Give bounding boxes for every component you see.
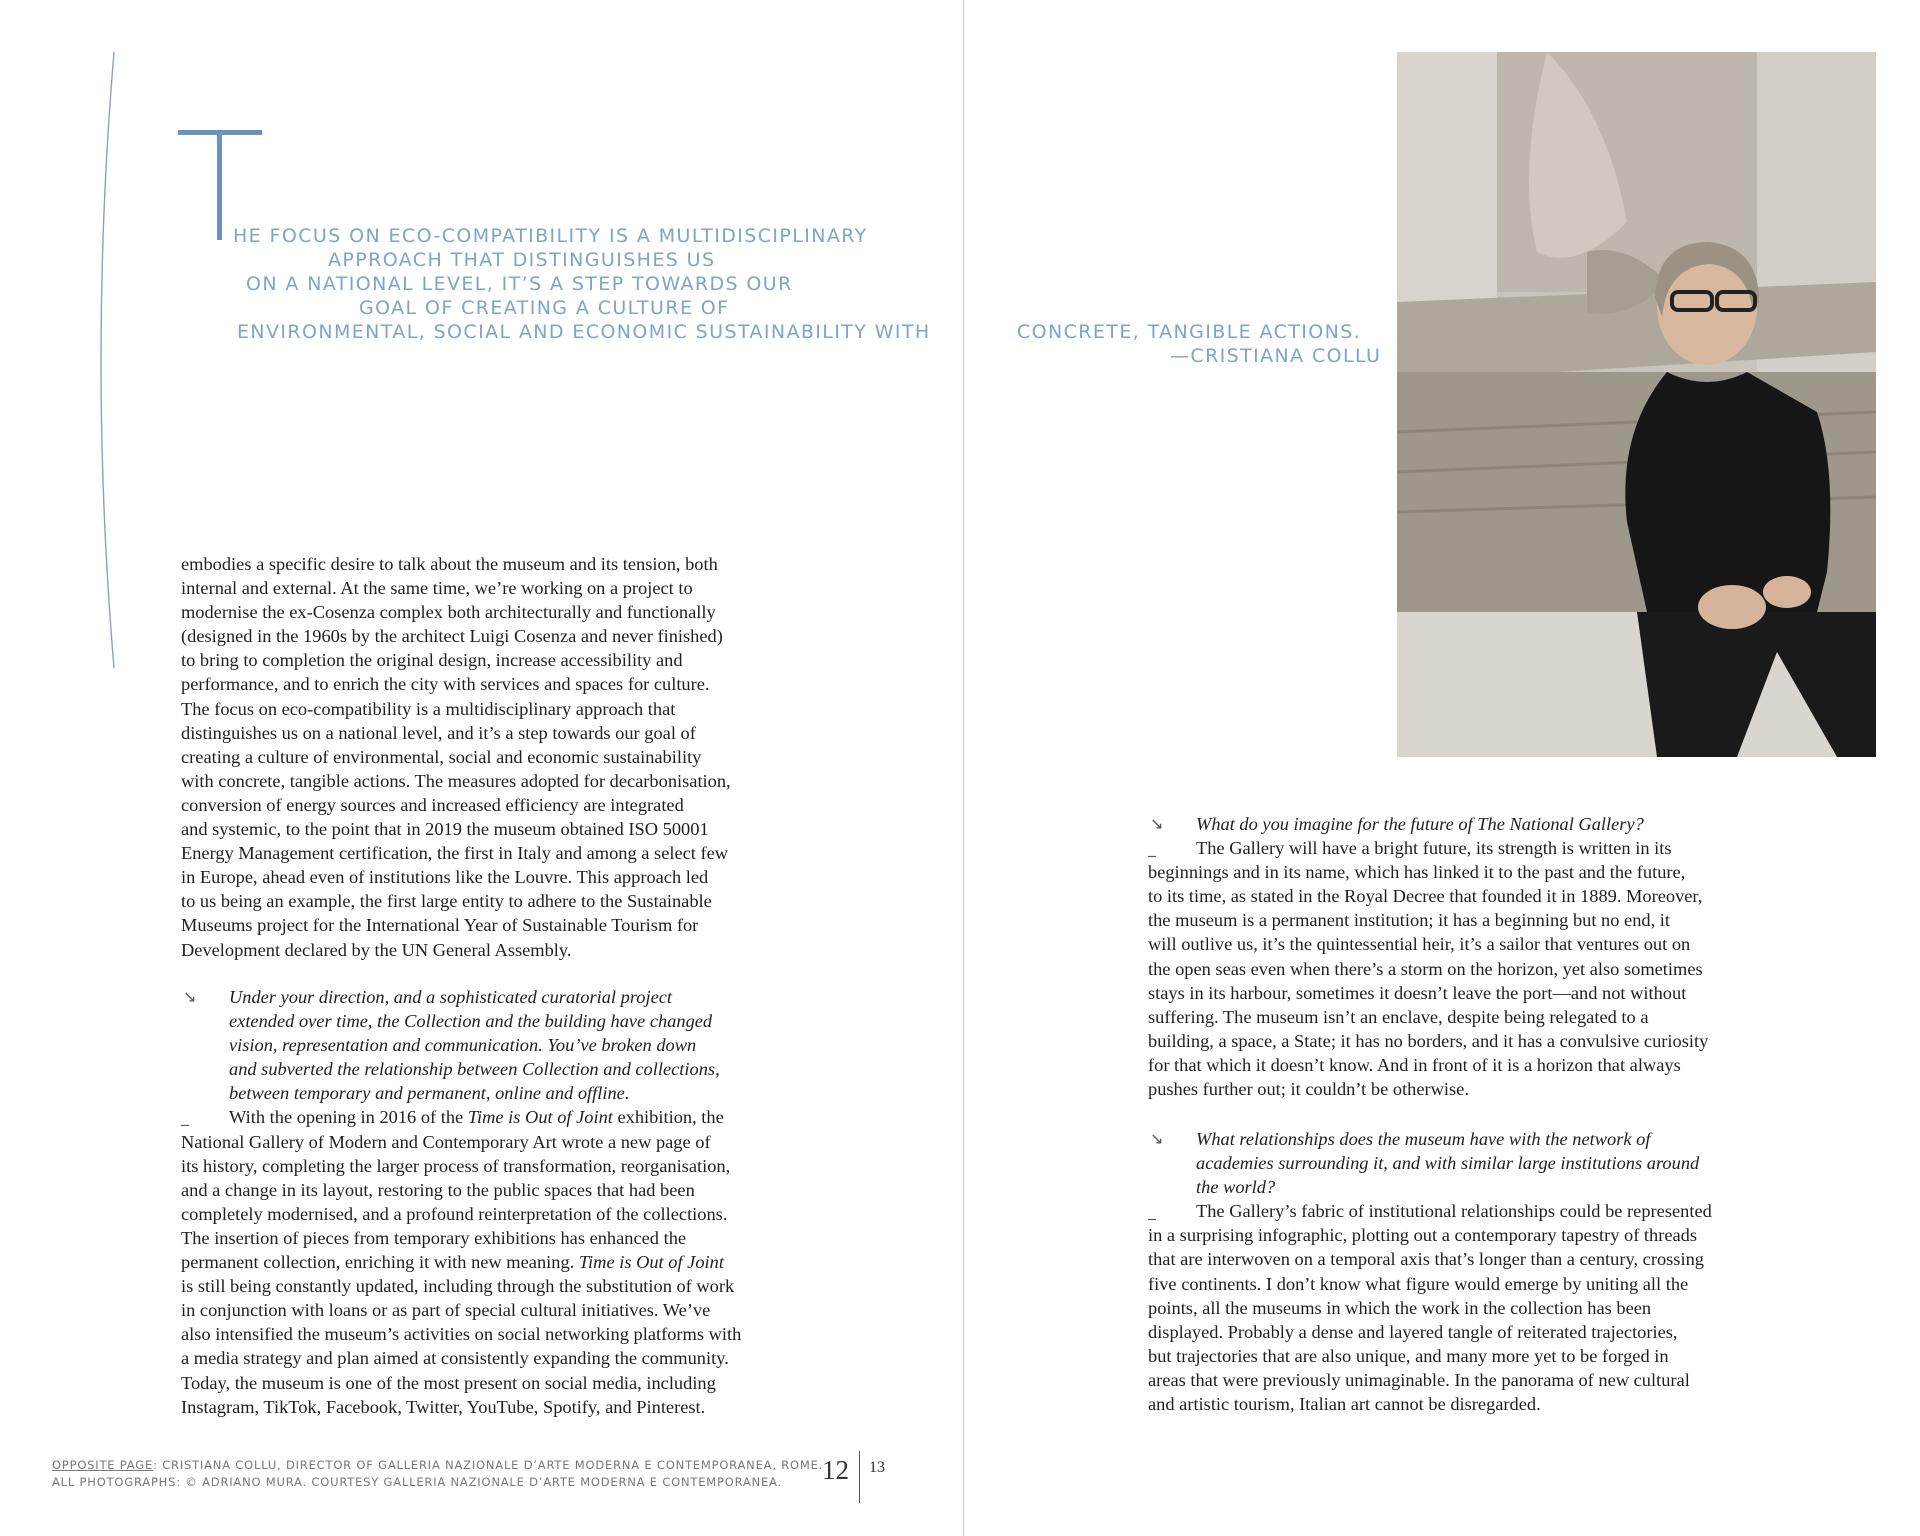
arrow-down-right-icon: ↘ xyxy=(1150,814,1164,833)
folio-divider xyxy=(859,1451,860,1503)
page-number-right: 13 xyxy=(869,1459,885,1476)
dash-icon: _ xyxy=(1148,1201,1156,1221)
left-column-body xyxy=(181,552,821,962)
right-question-answer-2 xyxy=(1148,1127,1768,1416)
interview-answer: _ With the opening in 2016 of the Time is Out of Joint exhibition, the National Gallery of Modern and Contemporary Art wrote a new page of its history, completing the larger process of transformation, reorganisation, and a change in its layout, restoring to the public spaces that had been completely modernised, and a profound reinterpretation of the collections. The insertion of pieces from temporary exhibitions has enhanced the permanent collection, enriching it with new meaning. Time is Out of Joint is still being constantly updated, including through the substitution of work in conjunction with loans or as part of special cultural initiatives. We’ve also intensified the museum’s activities on social networking platforms with a media strategy and plan aimed at consistently expanding the community. Today, the museum is one of the most present on social media, including Instagram, TikTok, Facebook, Twitter, YouTube, Spotify, and Pinterest. xyxy=(181,1107,742,1417)
pull-quote-continuation: CONCRETE, TANGIBLE ACTIONS. xyxy=(1017,321,1362,343)
body-line: and systemic, to the point that in 2019 the museum obtained ISO 50001 xyxy=(181,819,709,840)
pull-quote-line: APPROACH THAT DISTINGUISHES US xyxy=(328,249,716,271)
pull-quote-line: ON A NATIONAL LEVEL, IT’S A STEP TOWARDS OUR xyxy=(246,273,793,295)
body-line: The focus on eco-compatibility is a multidisciplinary approach that xyxy=(181,698,676,719)
body-line: creating a culture of environmental, social and economic sustainability xyxy=(181,746,702,767)
arrow-down-right-icon: ↘ xyxy=(183,987,197,1006)
body-line: modernise the ex-Cosenza complex both architecturally and functionally xyxy=(181,602,716,623)
interview-question: ↘ What do you imagine for the future of The National Gallery? xyxy=(1148,812,1768,836)
pull-quote-attribution: —CRISTIANA COLLU xyxy=(1170,345,1382,367)
caption-label: OPPOSITE PAGE xyxy=(52,1458,154,1472)
page-number-left: 12 xyxy=(822,1455,849,1485)
body-line: (designed in the 1960s by the architect Luigi Cosenza and never finished) xyxy=(181,626,723,647)
body-line: Energy Management certification, the first in Italy and among a select few xyxy=(181,843,729,864)
body-line: distinguishes us on a national level, and it’s a step towards our goal of xyxy=(181,722,696,743)
page-gutter xyxy=(963,0,964,1536)
dash-icon: _ xyxy=(181,1107,189,1127)
portrait-photo xyxy=(1397,52,1876,757)
body-line: with concrete, tangible actions. The measures adopted for decarbonisation, xyxy=(181,770,731,791)
interview-answer: _ The Gallery’s fabric of institutional relationships could be represented in a surprising infographic, plotting out a contemporary tapestry of threads that are interwoven on a temporal axis that’s longer than a century, crossing five continents. I don’t know what figure would emerge by uniting all the points, all the museums in which the work in the collection has been displayed. Probably a dense and layered tangle of reiterated trajectories, but trajectories that are also unique, and many more yet to be forged in areas that were previously unimaginable. In the panorama of new cultural and artistic tourism, Italian art cannot be disregarded. xyxy=(1148,1201,1712,1415)
pull-quote-line: HE FOCUS ON ECO-COMPATIBILITY IS A MULTIDISCIPLINARY xyxy=(233,225,868,247)
arrow-down-right-icon: ↘ xyxy=(1150,1129,1164,1148)
body-line: internal and external. At the same time, we’re working on a project to xyxy=(181,578,693,599)
body-line: conversion of energy sources and increased efficiency are integrated xyxy=(181,794,684,815)
dash-icon: _ xyxy=(1148,838,1156,858)
pull-quote-line: GOAL OF CREATING A CULTURE OF xyxy=(359,297,730,319)
body-line: Development declared by the UN General Assembly. xyxy=(181,939,572,960)
interview-question: ↘ Under your direction, and a sophisticated curatorial project extended over time, the Collection and the building have changed vision, representation and communication. You’ve broken down and subverted the relationship between Collection and collections, between temporary and permanent, online and offline. xyxy=(183,987,720,1104)
body-line: in Europe, ahead even of institutions like the Louvre. This approach led xyxy=(181,867,709,888)
photo-caption: OPPOSITE PAGE: CRISTIANA COLLU, DIRECTOR OF GALLERIA NAZIONALE D’ARTE MODERNA E CONTEMPORANEA, ROME. ALL PHOTOGRAPHS: © ADRIANO MURA. COURTESY GALLERIA NAZIONALE D’ARTE MODERNA E CONTEMPORANEA. xyxy=(52,1458,824,1489)
body-line: to bring to completion the original design, increase accessibility and xyxy=(181,650,683,671)
body-line: Museums project for the International Year of Sustainable Tourism for xyxy=(181,915,699,936)
interview-answer: _ The Gallery will have a bright future, its strength is written in its beginnings and in its name, which has linked it to the past and the future, to its time, as stated in the Royal Decree that founded it in 1889. Moreover, the museum is a permanent institution; it has a beginning but no end, it will outlive us, it’s the quintessential heir, it’s a sailor that ventures out on the open seas even when there’s a storm on the horizon, yet also sometimes stays in its harbour, sometimes it doesn’t leave the port—and not without suffering. The museum isn’t an enclave, despite being relegated to a building, a space, a State; it has no borders, and it has a convulsive curiosity for that which it doesn’t know. And in front of it is a horizon that always pushes further out; it couldn’t be otherwise. xyxy=(1148,838,1709,1100)
pull-quote-line: ENVIRONMENTAL, SOCIAL AND ECONOMIC SUSTAINABILITY WITH xyxy=(237,321,931,343)
body-line: performance, and to enrich the city with services and spaces for culture. xyxy=(181,674,710,695)
left-question-answer xyxy=(181,985,821,1419)
decorative-arc xyxy=(86,50,126,670)
interview-question: ↘ What relationships does the museum have with the network of academies surrounding it, and with similar large institutions around the world? xyxy=(1150,1129,1700,1198)
body-line: embodies a specific desire to talk about the museum and its tension, both xyxy=(181,554,718,574)
right-question-answer-1 xyxy=(1148,812,1768,1101)
body-line: to us being an example, the first large entity to adhere to the Sustainable xyxy=(181,891,712,912)
